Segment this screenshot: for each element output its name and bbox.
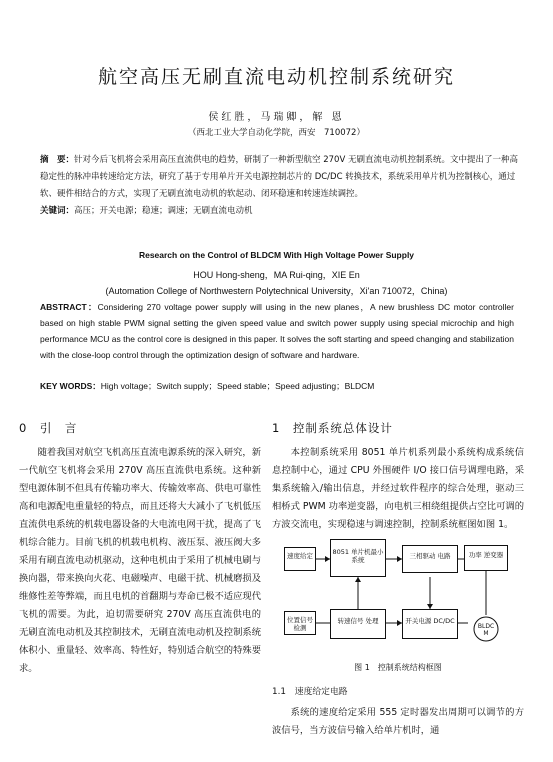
english-keywords-text: High voltage；Switch supply；Speed stable；Speed adjusting；BLDCM xyxy=(100,381,375,391)
abstract-cn-text: 针对今后飞机将会采用高压直流供电的趋势，研制了一种新型航空 270V 无刷直流电动机控制系统。文中提出了一种高稳定性的脉冲串转速给定方法，研究了基于专用单片开关电源控制芯片的 DC/DC 转换技术，系统采用单片机为控制核心，通过软、硬件相结合的方式，实现了无刷直流电动机的软起动、闭环稳速和转速连续调控。 xyxy=(40,155,518,199)
abstract-cn xyxy=(40,152,518,220)
section-1-heading: 1 控制系统总体设计 xyxy=(272,421,393,435)
figure-1-caption: 图 1 控制系统结构框图 xyxy=(354,663,442,672)
mcu-box: 8051 单片机最小系统 xyxy=(330,539,386,577)
speed-command-box: 速度给定 xyxy=(284,547,316,571)
speed-signal-box: 转速信号 处理 xyxy=(330,609,386,639)
english-title: Research on the Control of BLDCM With High Voltage Power Supply xyxy=(138,250,415,260)
keywords-cn-label: 关键词： xyxy=(40,206,75,216)
figure-1-diagram xyxy=(282,537,518,653)
english-authors: HOU Hong-sheng，MA Rui-qing，XIE En xyxy=(193,270,360,280)
subsection-1-1-heading: 1.1 速度给定电路 xyxy=(272,687,348,697)
driver-box: 三相驱动 电路 xyxy=(402,545,458,573)
keywords-cn-text: 高压；开关电源；稳速；调速；无刷直流电动机 xyxy=(74,206,253,216)
paper-authors: 侯红胜，马瑞卿，解 恩 xyxy=(208,112,345,123)
subsection-1-1-paragraph: 系统的速度给定采用 555 定时器发出周期可以调节的方波信号，当方波信号输入给单片机时，通 xyxy=(272,707,524,736)
english-keywords-label: KEY WORDS： xyxy=(40,381,101,391)
paper-title: 航空高压无刷直流电动机控制系统研究 xyxy=(97,66,455,88)
section-0-heading: 0 引 言 xyxy=(19,421,78,435)
position-detect-box: 位置信号 检测 xyxy=(284,611,316,635)
english-abstract xyxy=(40,299,514,363)
abstract-cn-label: 摘 要： xyxy=(40,155,75,165)
motor-label: BLDC M xyxy=(477,623,495,637)
section-1-body xyxy=(272,444,524,534)
section-0-paragraph: 随着我国对航空飞机高压直流电源系统的深入研究，新一代航空飞机将会采用 270V 高压直流供电系统。这种新型电源体制不但具有传输功率大、传输效率高、供电可靠性高和电源配电重量轻的特点，而且还将大大减小了飞机低压直流供电系统的机载电器设备的大电流电网干扰，提高了飞机综合能力。目前飞机的机载电机构、液压泵、液压阀大多采用有刷直流电动机驱动，这种电机由于采用了机械电刷与换向器，带来换向火花、电磁噪声、电磁干扰、机械磨损及维修性差等弊端，而且电机的首翻期与寿命已极不适应现代飞机的需要。为此，迫切需要研究 270V 高压直流供电的无刷直流电动机及其控制技术，无刷直流电动机及控制系统体积小、重量轻、效率高、特性好，特别适合航空的特殊要求。 xyxy=(19,447,261,674)
inverter-box: 功率 逆变器 xyxy=(464,545,508,571)
english-abstract-label: ABSTRACT： xyxy=(40,302,98,312)
section-1-paragraph: 本控制系统采用 8051 单片机系列最小系统构成系统信息控制中心，通过 CPU 外围硬件 I/O 接口信号调理电路，采集系统输入/输出信息，并经过软件程序的综合处理，驱动三相桥式 PWM 功率逆变器，向电机三相绕组提供占空比可调的方波交流电，实现稳速与调速控制，控制系统框图如图 1。 xyxy=(272,447,524,530)
power-supply-box: 开关电源 DC/DC xyxy=(402,609,458,639)
section-0-body xyxy=(19,444,261,678)
english-abstract-text: Considering 270 voltage power supply will using in the new planes，A new brushless DC motor controller based on high stable PWM signal setting the given speed value and switch power supply using special microchip and high performance MCU as the control core is designed in this paper. It solves the soft starting and speed changing and stabilization with the close-loop control through the optimization design of software and hardware. xyxy=(40,302,514,360)
paper-affiliation: （西北工业大学自动化学院，西安 710072） xyxy=(188,128,365,138)
english-keywords xyxy=(40,380,514,392)
english-affiliation: (Automation College of Northwestern Polytechnical University，Xi'an 710072，China) xyxy=(105,286,448,296)
subsection-1-1-body xyxy=(272,704,524,740)
